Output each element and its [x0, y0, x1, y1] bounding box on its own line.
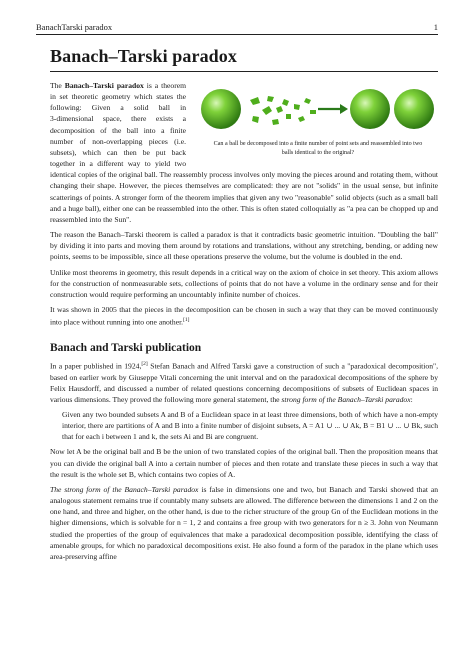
figure-caption: [198, 140, 438, 157]
caption-line: Can a ball be decomposed into a finite number of point sets and reassembled into two: [213, 141, 423, 147]
axiom-choice-paragraph: Unlike most theorems in geometry, this result depends in a critical way on the axiom of choice in set theory. This axiom allows for the construction of nonmeasurable sets, collections of points that do not have a volume in the ordinary sense and for their construction would require performing an uncountably infinite number of choices.: [50, 267, 438, 299]
running-header: [36, 22, 438, 32]
scattered-pieces-icon: [250, 96, 316, 125]
theorem-statement: Given any two bounded subsets A and B of a Euclidean space in at least three dimensions, both of which have a non-empty interior, there are partitions of A and B into a finite number of disjoint subsets, A = A1 ∪ ... ∪ Ak, B = B1 ∪ ... ∪ Bk, such that for each i between 1 and k, the sets Ai and Bi are congruent.: [62, 409, 438, 442]
green-sphere-icon: [394, 89, 434, 129]
article-body: [50, 80, 438, 566]
emphasis-text: strong form of the Banach–Tarski paradox: [281, 394, 411, 404]
paradox-figure: [198, 80, 438, 157]
continuous-motion-paragraph: [50, 304, 438, 328]
paragraph-text: In a paper published in 1924,: [50, 361, 142, 371]
paragraph-text: is false in dimensions one and two, but Banach and Tarski showed that an analogous statement remains true if countably many subsets are allowed. The difference between the dimensions 1 and 2 on the one hand, and three and higher, on the other hand, is due to the richer structure of the group Gn of the Euclidean motions in the higher dimensions, which is solvable for n = 1, 2 and contains a free group with two generators for n ≥ 3. John von Neumann studied the properties of the group of equivalences that make a paradoxical decomposition possible, identifying the class of amenable groups, for which no paradoxical decompositions exist. He also found a form of the paradox in the plane which uses area-preserving affine: [50, 484, 438, 561]
page-number: 1: [433, 22, 438, 32]
paragraph-text: :: [410, 394, 413, 404]
ball-union-paragraph: Now let A be the original ball and B be the union of two translated copies of the original ball. Then the proposition means that you can divide the original ball A into a certain number of pieces and then rotate and translate these pieces in such a way that the result is the whole set B, which contains two copies of A.: [50, 447, 438, 479]
intro-text: is a theorem in set theoretic geometry which states the following: Given a solid ball in 3‑dimensional space, there exists a decomposition of the ball into a finite number of non-overlapping pieces (i.e. subsets), which can then be put back together in a different way to yield two identical copies of the original ball. The reassembly process involves only moving the pieces around and rotating them, without changing their shape. However, the pieces themselves are complicated: they are not "solids" in the usual sense, but infinite scatterings of points. A stronger form of the theorem implies that given any two "reasonable" solid objects (such as a small ball and a huge ball), either one can be reassembled into the other. This is often stated colloquially as "a pea can be chopped up and reassembled into the Sun".: [50, 81, 438, 224]
reference-link[interactable]: [1]: [183, 317, 190, 324]
arrow-right-icon: [318, 104, 348, 114]
green-sphere-icon: [201, 89, 241, 129]
publication-paragraph: [50, 359, 438, 405]
emphasis-text: The strong form of the Banach–Tarski paradox: [50, 484, 199, 494]
header-rule: [36, 34, 438, 35]
paragraph-text: Stefan Banach and Alfred Tarski gave a construction of such a "paradoxical decomposition", based on earlier work by Giuseppe Vitali concerning the unit interval and on the paradoxical decompositions of the sphere by Felix Hausdorff, and discussed a number of related questions concerning decompositions of subsets of Euclidean spaces in various dimensions. They proved the following more general statement, the: [50, 361, 438, 404]
caption-line: balls identical to the original?: [281, 149, 355, 156]
section-heading: Banach and Tarski publication: [50, 341, 202, 354]
green-sphere-icon: [350, 89, 390, 129]
intro-prefix: The: [50, 81, 65, 90]
title-rule: [50, 71, 438, 72]
figure-illustration: [198, 80, 438, 138]
strong-form-paragraph: [50, 484, 438, 562]
article-title: Banach–Tarski paradox: [50, 46, 237, 66]
running-title: BanachTarski paradox: [36, 22, 113, 32]
paradox-reason-paragraph: The reason the Banach–Tarski theorem is called a paradox is that it contradicts basic geometric intuition. "Doubling the ball" by dividing it into parts and moving them around by rotations and translations, without any stretching, bending, or adding new points, seems to be impossible, since all these operations preserve the volume, but the volume is doubled in the end.: [50, 230, 438, 262]
intro-term: Banach–Tarski paradox: [64, 81, 144, 90]
paragraph-text: It was shown in 2005 that the pieces in the decomposition can be chosen in such a way that they can be moved continuously into place without running into one another.: [50, 304, 438, 327]
reference-link[interactable]: [2]: [141, 360, 148, 367]
